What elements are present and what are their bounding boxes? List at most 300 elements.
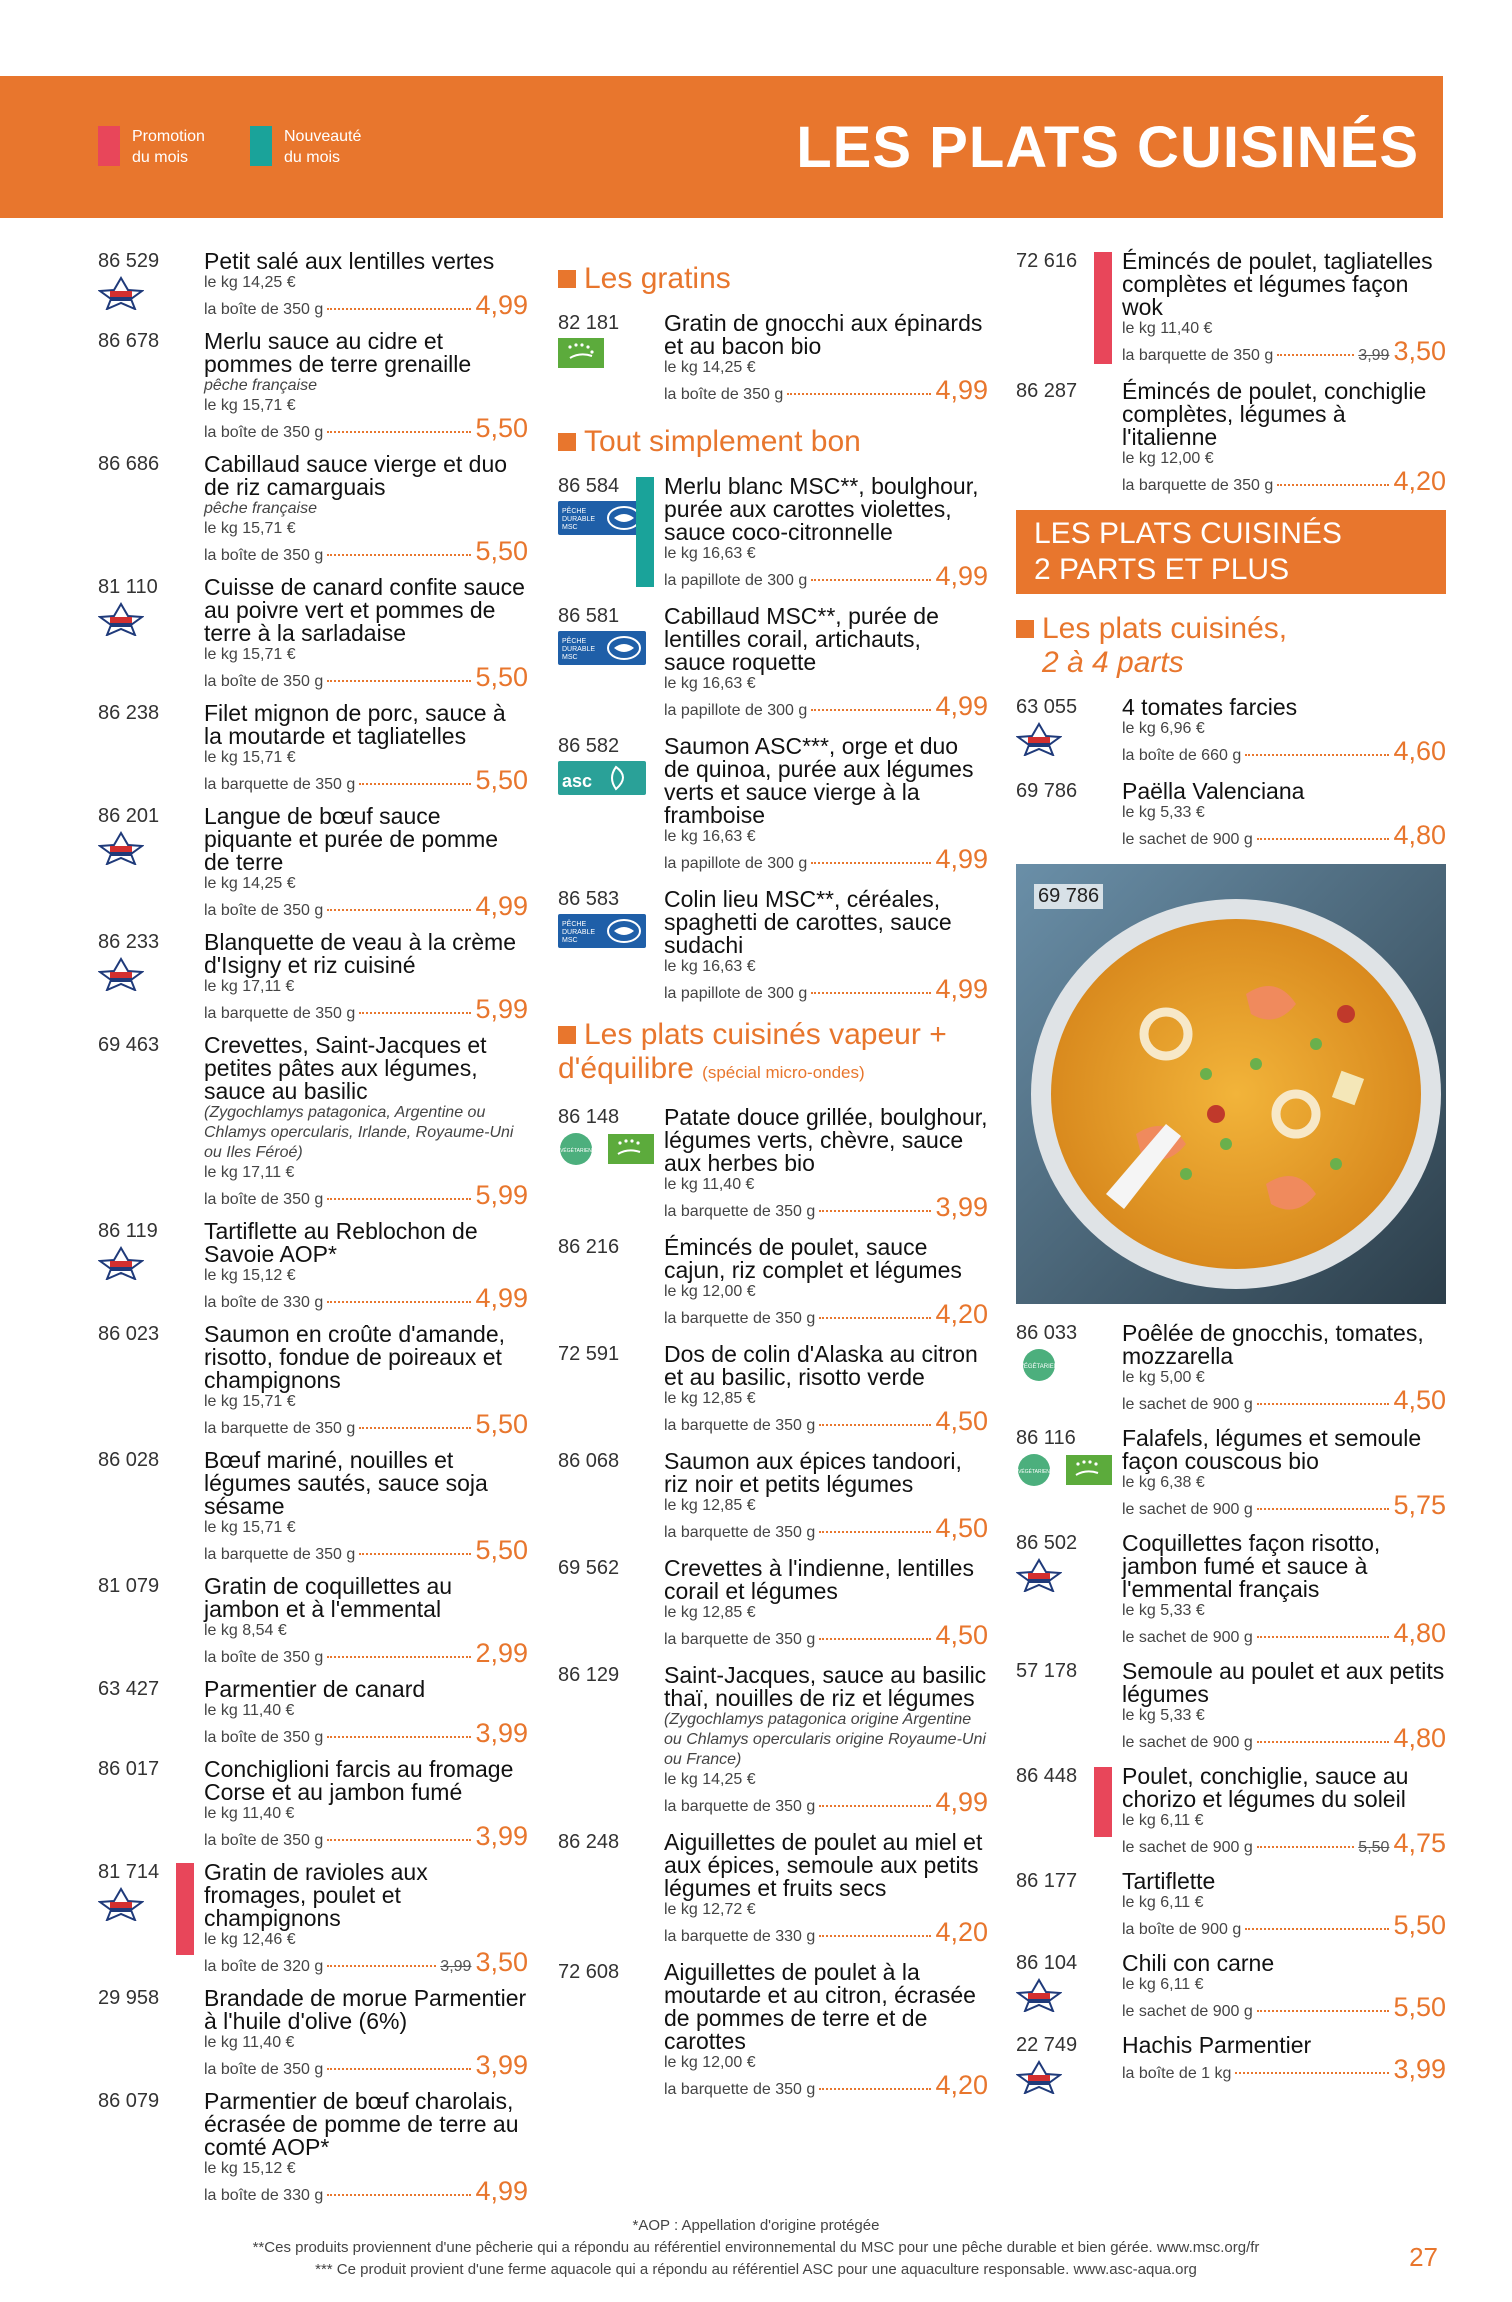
package-size: la barquette de 350 g [204,1546,356,1563]
price-per-kg: le kg 16,63 € [664,545,756,562]
price-per-kg: le kg 8,54 € [204,1622,287,1639]
column-2 [558,262,988,2114]
price: 4,80 [1393,1723,1446,1753]
product-note: (Zygochlamys patagonica origine Argentine ou Chlamys opercularis origine Royaume-Uni ou France) [664,1711,986,1768]
svg-text:asc: asc [562,771,593,791]
product-item [1016,1532,1446,1650]
product-name: Crevettes à l'indienne, lentilles corail et légumes [664,1555,974,1604]
new-swatch [250,126,272,166]
product-code: 86 502 [1016,1532,1078,1554]
package-size: le sachet de 900 g [1122,2003,1253,2020]
header-banner [0,76,1443,218]
section-tout-simplement-bon: Tout simplement bon [558,425,988,459]
product-code: 86 233 [98,931,160,953]
price-per-kg: le kg 6,11 € [1122,1976,1204,1993]
product-code: 69 562 [558,1557,620,1579]
price: 5,99 [475,994,528,1024]
product-item [558,888,988,1006]
product-item [98,453,528,568]
product-code: 86 023 [98,1323,160,1345]
package-size: la barquette de 350 g [664,1310,816,1327]
svg-text:PÊCHE: PÊCHE [562,508,587,515]
price: 5,50 [475,765,528,795]
product-name: Paëlla Valenciana [1122,778,1305,804]
price-row [204,290,528,322]
product-code: 63 055 [1016,696,1078,718]
product-item [1016,1765,1446,1860]
product-code: 86 033 [1016,1322,1078,1344]
price-per-kg: le kg 15,71 € [204,397,296,414]
package-size: le sachet de 900 g [1122,831,1253,848]
price-row [204,1180,528,1212]
price: 3,99 [475,1718,528,1748]
price-row [664,561,988,593]
product-code: 86 079 [98,2090,160,2112]
price-row [1122,2054,1446,2086]
label-icon [1016,1558,1062,1592]
package-size: la boîte de 350 g [204,301,324,318]
product-item [1016,1427,1446,1522]
price-per-kg: le kg 15,12 € [204,1267,296,1284]
package-size: la papillote de 300 g [664,702,808,719]
package-size: le sachet de 900 g [1122,1501,1253,1518]
price-row [1122,1828,1446,1860]
package-size: la boîte de 330 g [204,2187,324,2204]
svg-text:MSC: MSC [562,937,578,944]
price: 5,50 [1393,1910,1446,1940]
price: 3,99 [475,1821,528,1851]
price: 4,50 [1393,1385,1446,1415]
price-row [204,1535,528,1567]
product-item [558,1106,988,1224]
product-item [98,1678,528,1750]
product-item [558,1343,988,1438]
price: 4,99 [475,2176,528,2206]
product-name: Saumon en croûte d'amande, risotto, fondue de poireaux et champignons [204,1321,506,1393]
page-number: 27 [1409,2242,1438,2272]
price-per-kg: le kg 15,12 € [204,2160,296,2177]
price-per-kg: le kg 6,11 € [1122,1894,1204,1911]
price-row [1122,1618,1446,1650]
price: 3,99 [475,2050,528,2080]
package-size: la barquette de 350 g [204,776,356,793]
price: 5,50 [475,1409,528,1439]
product-name: Merlu sauce au cidre et pommes de terre grenaille [204,328,472,377]
product-item [98,2090,528,2208]
price: 4,50 [935,1406,988,1436]
product-code: 81 110 [98,576,158,598]
price: 3,50 [475,1947,528,1977]
product-name: Conchiglioni farcis au fromage Corse et au jambon fumé [204,1756,514,1805]
price-per-kg: le kg 12,00 € [664,1283,756,1300]
package-size: la barquette de 350 g [1122,477,1274,494]
product-item [1016,1952,1446,2024]
price-per-kg: le kg 15,71 € [204,646,296,663]
package-size: la barquette de 350 g [664,1524,816,1541]
price: 4,20 [935,2070,988,2100]
price-row [664,1406,988,1438]
package-size: la barquette de 350 g [664,1631,816,1648]
product-name: Crevettes, Saint-Jacques et petites pâtes aux légumes, sauce au basilic [204,1032,487,1104]
product-code: 86 148 [558,1106,620,1128]
product-item [98,805,528,923]
product-item [558,605,988,723]
price-per-kg: le kg 15,71 € [204,1393,296,1410]
price-row [204,1409,528,1441]
price-row [204,1947,528,1979]
price-row [664,2070,988,2102]
price-row [664,1513,988,1545]
price: 3,99 [1393,2054,1446,2084]
price-per-kg: le kg 14,25 € [664,359,756,376]
product-code: 69 463 [98,1034,160,1056]
package-size: la boîte de 350 g [204,1729,324,1746]
price: 3,99 [935,1192,988,1222]
price-row [1122,1992,1446,2024]
package-size: la boîte de 350 g [204,902,324,919]
price-row [664,691,988,723]
price-row [204,536,528,568]
price: 4,50 [935,1620,988,1650]
svg-text:PÊCHE: PÊCHE [562,638,587,645]
price-per-kg: le kg 16,63 € [664,828,756,845]
section-2-a-4-parts: Les plats cuisinés, 2 à 4 parts [1016,612,1446,680]
price-row [1122,1723,1446,1755]
svg-text:VÉGÉTARIEN: VÉGÉTARIEN [1019,1364,1059,1370]
product-item [1016,380,1446,498]
price: 4,20 [935,1299,988,1329]
price-row [664,375,988,407]
page-title: LES PLATS CUISINÉS [796,115,1419,180]
paella-photo [1016,864,1446,1304]
asc-icon [558,761,604,795]
product-item [1016,250,1446,368]
product-name: Parmentier de canard [204,1676,426,1702]
product-item [1016,1870,1446,1942]
product-note: pêche française [204,500,317,517]
price-row [204,1638,528,1670]
price-per-kg: le kg 11,40 € [204,1805,295,1822]
package-size: la papillote de 300 g [664,572,808,589]
product-item [98,1758,528,1853]
product-name: Colin lieu MSC**, céréales, spaghetti de carottes, sauce sudachi [664,886,952,958]
product-code: 82 181 [558,312,620,334]
svg-text:VÉGÉTARIEN: VÉGÉTARIEN [560,1148,592,1154]
label-icon [98,1887,144,1921]
product-note: (Zygochlamys patagonica, Argentine ou Chlamys opercularis, Irlande, Royaume-Uni ou Iles Féroé) [204,1104,514,1161]
product-name: Aiguillettes de poulet au miel et aux épices, semoule aux petits légumes et fruits secs [664,1829,983,1901]
package-size: la boîte de 350 g [204,1649,324,1666]
footnote-msc: **Ces produits proviennent d'une pêcherie qui a répondu au référentiel environnemental du MSC pour une pêche durable et bien gérée. www.msc.org/fr [252,2239,1260,2256]
svg-text:DURABLE: DURABLE [562,516,596,523]
package-size: la barquette de 330 g [664,1928,816,1945]
product-name: Aiguillettes de poulet à la moutarde et au citron, écrasée de pommes de terre et de carottes [664,1959,976,2054]
package-size: la boîte de 350 g [204,1832,324,1849]
package-size: la boîte de 350 g [204,424,324,441]
package-size: la barquette de 350 g [664,1417,816,1434]
price: 4,99 [935,974,988,1004]
price-per-kg: le kg 12,00 € [1122,450,1214,467]
price: 4,99 [475,891,528,921]
product-item [558,1961,988,2102]
price-per-kg: le kg 5,33 € [1122,804,1205,821]
product-code: 86 116 [1016,1427,1076,1449]
price-per-kg: le kg 11,40 € [1122,320,1213,337]
product-code: 86 129 [558,1664,620,1686]
svg-text:DURABLE: DURABLE [562,929,596,936]
svg-text:DURABLE: DURABLE [562,646,596,653]
product-code: 57 178 [1016,1660,1078,1682]
price-per-kg: le kg 6,38 € [1122,1474,1205,1491]
product-code: 81 714 [98,1861,160,1883]
section-vapeur: Les plats cuisinés vapeur + d'équilibre (spécial micro-ondes) [558,1018,947,1085]
price: 2,99 [475,1638,528,1668]
product-item [98,1034,528,1212]
column-3 [1016,250,1446,2096]
label-icon [98,276,144,310]
price-row [204,2176,528,2208]
price-per-kg: le kg 15,71 € [204,520,296,537]
price-per-kg: le kg 12,72 € [664,1901,756,1918]
price-per-kg: le kg 14,25 € [204,274,296,291]
package-size: la boîte de 350 g [204,547,324,564]
product-name: Émincés de poulet, tagliatelles complètes et légumes façon wok [1122,248,1433,320]
legend-nouveaute: Nouveauté du mois [250,126,374,168]
package-size: la papillote de 300 g [664,985,808,1002]
product-name: Tartiflette [1122,1868,1216,1894]
product-code: 86 104 [1016,1952,1078,1974]
price-row [1122,1385,1446,1417]
product-item [558,1450,988,1545]
price-row [204,1283,528,1315]
product-name: Filet mignon de porc, sauce à la moutarde et tagliatelles [204,700,506,749]
product-code: 86 068 [558,1450,620,1472]
price: 5,50 [475,662,528,692]
section-gratins: Les gratins [558,262,988,296]
price: 4,80 [1393,820,1446,850]
price-per-kg: le kg 11,40 € [204,2034,295,2051]
product-code: 86 584 [558,475,620,497]
product-item [1016,1660,1446,1755]
price-per-kg: le kg 12,00 € [664,2054,756,2071]
price: 4,80 [1393,1618,1446,1648]
label-icon [98,1246,144,1280]
old-price: 5,50 [1358,1839,1390,1856]
old-price: 3,99 [1358,347,1390,364]
package-size: la barquette de 350 g [204,1420,356,1437]
product-name: Tartiflette au Reblochon de Savoie AOP* [204,1218,478,1267]
price-row [204,891,528,923]
price-row [1122,736,1446,768]
product-code: 86 583 [558,888,620,910]
product-name: Semoule au poulet et aux petits légumes [1122,1658,1445,1707]
package-size: la boîte de 320 g [204,1958,324,1975]
product-note: pêche française [204,377,317,394]
price-per-kg: le kg 12,85 € [664,1497,756,1514]
price-row [664,1620,988,1652]
price: 4,20 [1393,466,1446,496]
photo-code: 69 786 [1034,884,1103,909]
price-per-kg: le kg 12,46 € [204,1931,296,1948]
package-size: la barquette de 350 g [204,1005,356,1022]
promo-swatch [98,126,120,166]
label-icon [98,831,144,865]
product-item [558,312,988,407]
product-name: Gratin de gnocchi aux épinards et au bacon bio [664,310,983,359]
product-code: 72 616 [1016,250,1078,272]
footnote-asc: *** Ce produit provient d'une ferme aquacole qui a répondu au référentiel ASC pour une aquaculture responsable. www.asc-aqua.org [315,2261,1197,2278]
product-name: Saumon aux épices tandoori, riz noir et petits légumes [664,1448,962,1497]
price-row [204,765,528,797]
product-code: 86 581 [558,605,620,627]
msc-icon [558,501,604,535]
product-name: Dos de colin d'Alaska au citron et au basilic, risotto verde [664,1341,978,1390]
product-item [98,931,528,1026]
product-code: 86 529 [98,250,160,272]
footnote-aop: *AOP : Appellation d'origine protégée [632,2217,880,2234]
price-row [204,994,528,1026]
msc-icon [558,914,604,948]
product-item [98,576,528,694]
package-size: la barquette de 350 g [664,1203,816,1220]
promotion-marker [1094,252,1112,364]
product-code: 86 678 [98,330,160,352]
svg-text:MSC: MSC [562,524,578,531]
label-icon [1016,722,1062,756]
price-per-kg: le kg 17,11 € [204,978,295,995]
price: 4,99 [475,1283,528,1313]
price-per-kg: le kg 17,11 € [204,1164,295,1181]
price-per-kg: le kg 16,63 € [664,958,756,975]
product-item [558,735,988,876]
product-item [1016,696,1446,768]
product-code: 86 686 [98,453,160,475]
package-size: la boîte de 330 g [204,1294,324,1311]
veg-bio-icon [558,1132,604,1166]
product-code: 29 958 [98,1987,160,2009]
price-row [1122,1490,1446,1522]
product-code: 69 786 [1016,780,1078,802]
price-per-kg: le kg 11,40 € [664,1176,755,1193]
price: 4,99 [935,1787,988,1817]
package-size: la boîte de 350 g [204,673,324,690]
product-name: Parmentier de bœuf charolais, écrasée de pomme de terre au comté AOP* [204,2088,519,2160]
price-row [204,2050,528,2082]
price-per-kg: le kg 5,33 € [1122,1602,1205,1619]
product-name: Bœuf mariné, nouilles et légumes sautés, sauce soja sésame [204,1447,488,1519]
product-name: Émincés de poulet, sauce cajun, riz complet et légumes [664,1234,962,1283]
product-name: Cuisse de canard confite sauce au poivre vert et pommes de terre à la sarladaise [204,574,525,646]
product-name: Coquillettes façon risotto, jambon fumé et sauce à l'emmental français [1122,1530,1381,1602]
new-marker [636,477,654,587]
price-row [204,1718,528,1750]
price-per-kg: le kg 15,71 € [204,1519,296,1536]
section-box-2-parts: LES PLATS CUISINÉS 2 PARTS ET PLUS [1016,510,1446,594]
price: 4,99 [935,375,988,405]
product-code: 86 119 [98,1220,158,1242]
product-item [1016,780,1446,852]
price: 4,75 [1393,1828,1446,1858]
package-size: la papillote de 300 g [664,855,808,872]
product-name: Hachis Parmentier [1122,2032,1312,2058]
package-size: le sachet de 900 g [1122,1396,1253,1413]
product-item [1016,2034,1446,2086]
product-code: 86 216 [558,1236,620,1258]
price-row [204,1821,528,1853]
product-name: Blanquette de veau à la crème d'Isigny et riz cuisiné [204,929,516,978]
bio-icon [558,338,604,372]
price-row [664,844,988,876]
product-name: Gratin de ravioles aux fromages, poulet et champignons [204,1859,428,1931]
price-per-kg: le kg 5,33 € [1122,1707,1205,1724]
veg-icon [1016,1348,1062,1382]
package-size: la boîte de 350 g [204,1191,324,1208]
product-name: Langue de bœuf sauce piquante et purée de pomme de terre [204,803,499,875]
price-per-kg: le kg 14,25 € [664,1771,756,1788]
product-code: 86 582 [558,735,620,757]
price-row [664,1917,988,1949]
package-size: la boîte de 350 g [204,2061,324,2078]
price-row [204,413,528,445]
price: 5,50 [475,1535,528,1565]
product-name: Saumon ASC***, orge et duo de quinoa, purée aux légumes verts et sauce vierge à la framboise [664,733,974,828]
package-size: la barquette de 350 g [1122,347,1274,364]
product-name: Saint-Jacques, sauce au basilic thaï, nouilles de riz et légumes [664,1662,987,1711]
product-name: 4 tomates farcies [1122,694,1298,720]
price-per-kg: le kg 5,00 € [1122,1369,1205,1386]
product-code: 86 238 [98,702,160,724]
price-row [664,1299,988,1331]
label-icon [98,602,144,636]
product-code: 72 608 [558,1961,620,1983]
price: 5,50 [475,536,528,566]
label-icon [98,957,144,991]
price-row [1122,336,1446,368]
veg-bio-icon [1016,1453,1062,1487]
product-name: Patate douce grillée, boulghour, légumes verts, chèvre, sauce aux herbes bio [664,1104,988,1176]
product-item [1016,1322,1446,1417]
price: 4,20 [935,1917,988,1947]
product-name: Émincés de poulet, conchiglie complètes, légumes à l'italienne [1122,378,1427,450]
product-item [98,1575,528,1670]
product-item [98,1861,528,1979]
price: 5,75 [1393,1490,1446,1520]
product-code: 22 749 [1016,2034,1078,2056]
product-code: 86 028 [98,1449,160,1471]
msc-icon [558,631,604,665]
price-per-kg: le kg 16,63 € [664,675,756,692]
product-item [98,1987,528,2082]
package-size: la boîte de 660 g [1122,747,1242,764]
package-size: le sachet de 900 g [1122,1734,1253,1751]
package-size: la boîte de 900 g [1122,1921,1242,1938]
price-per-kg: le kg 12,85 € [664,1604,756,1621]
svg-text:PÊCHE: PÊCHE [562,921,587,928]
price: 5,99 [475,1180,528,1210]
product-item [558,1557,988,1652]
product-name: Chili con carne [1122,1950,1275,1976]
product-code: 63 427 [98,1678,160,1700]
product-name: Poêlée de gnocchis, tomates, mozzarella [1122,1320,1424,1369]
column-1 [98,250,528,2216]
price: 4,60 [1393,736,1446,766]
product-code: 86 248 [558,1831,620,1853]
price: 5,50 [475,413,528,443]
package-size: la boîte de 1 kg [1122,2065,1232,2082]
legend-promotion: Promotion du mois [98,126,222,168]
price-row [664,974,988,1006]
product-item [98,1220,528,1315]
